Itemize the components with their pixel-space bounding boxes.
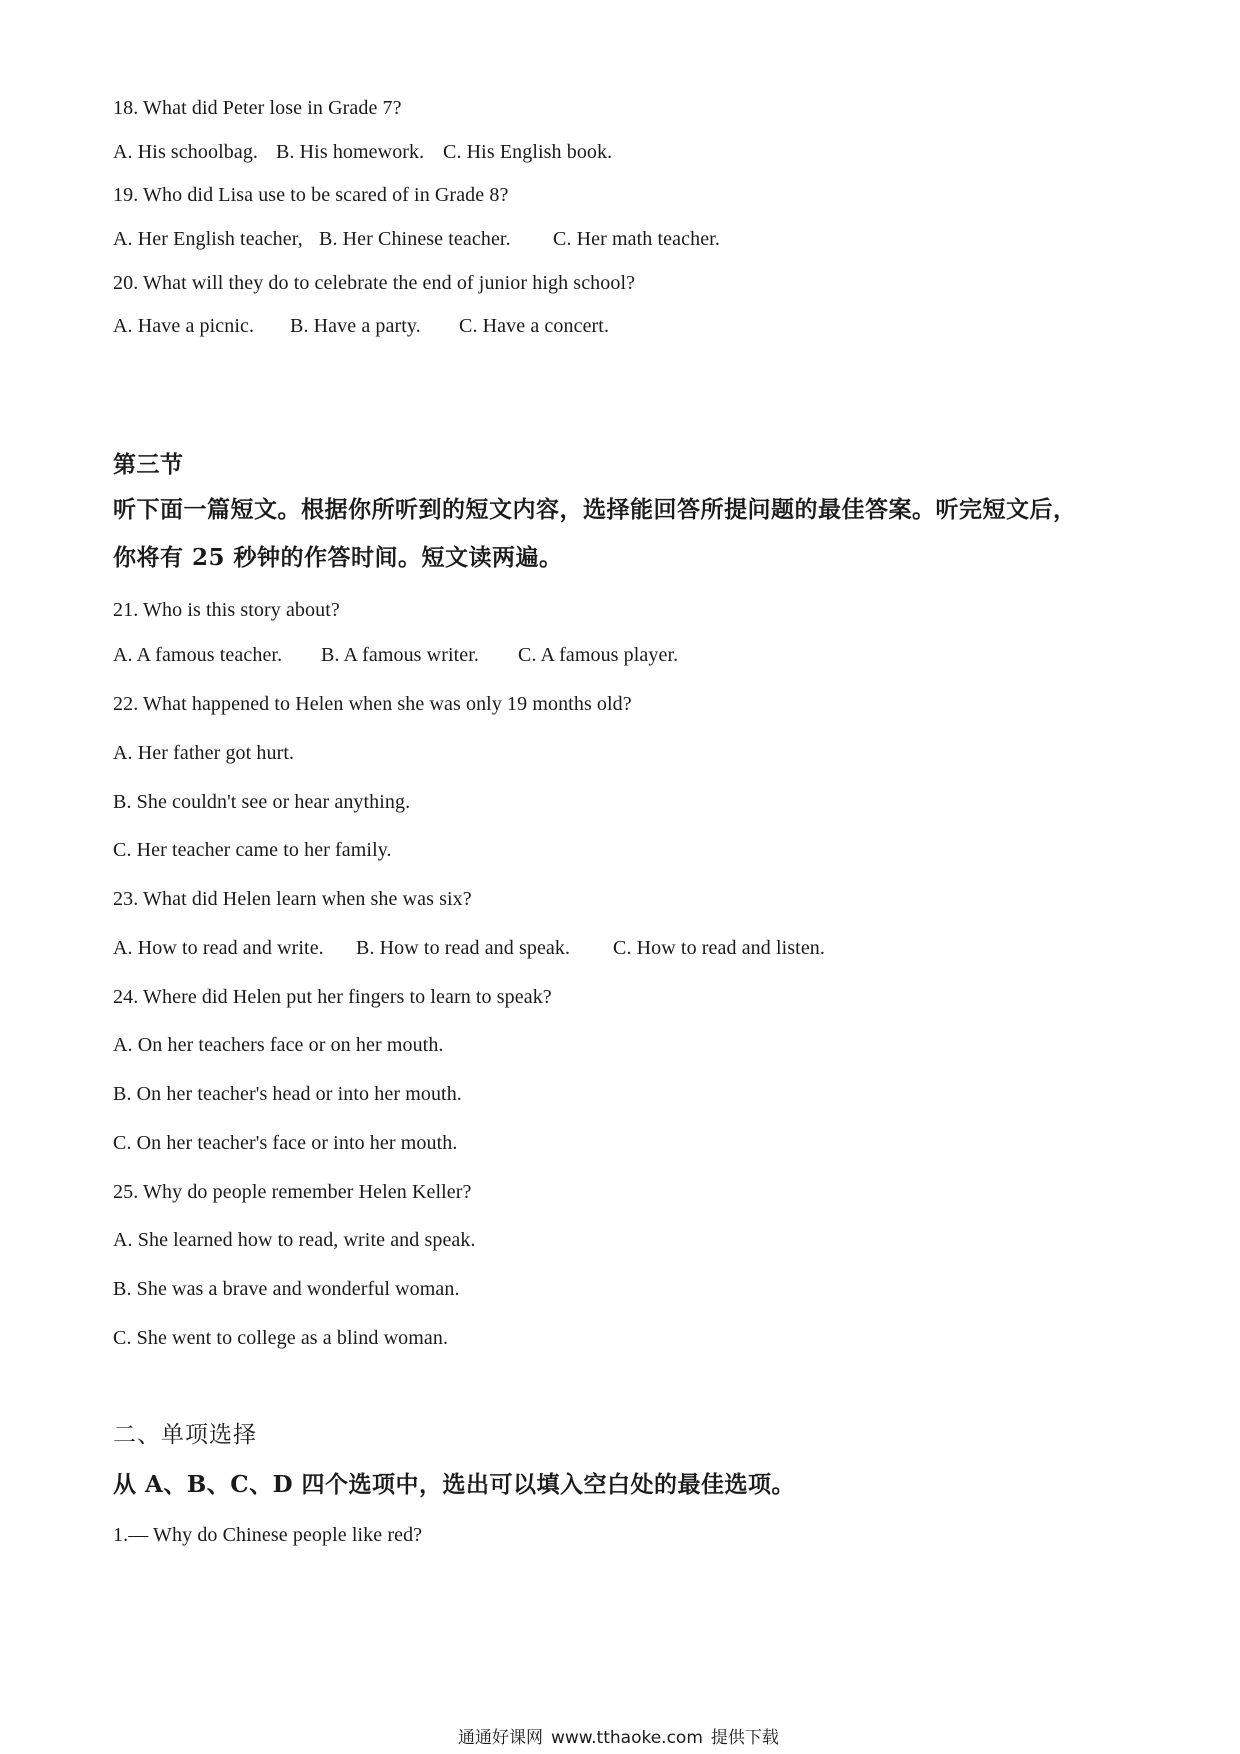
question-25: 25. Why do people remember Helen Keller?: [113, 1181, 472, 1203]
question-23: 23. What did Helen learn when she was six?: [113, 888, 472, 910]
section-3-instruction-line-1: 听下面一篇短文。根据你所听到的短文内容，选择能回答所提问题的最佳答案。听完短文后，: [113, 496, 1077, 523]
option-a: A. How to read and write.: [113, 937, 324, 959]
question-21-options: [113, 643, 678, 667]
part-2-instruction: 从 A、B、C、D 四个选项中，选出可以填入空白处的最佳选项。: [113, 1471, 796, 1498]
question-23-options: [113, 936, 825, 960]
question-19-options: [113, 227, 720, 251]
option-a: A. His schoolbag.: [113, 141, 259, 163]
page-footer: [458, 1728, 787, 1748]
question-22-option-b: B. She couldn't see or hear anything.: [113, 791, 411, 813]
question-22-option-a: A. Her father got hurt.: [113, 742, 295, 764]
option-c: C. Her math teacher.: [553, 228, 720, 250]
part-2-question-1: 1.— Why do Chinese people like red?: [113, 1524, 423, 1546]
option-a: A. A famous teacher.: [113, 644, 283, 666]
question-21: 21. Who is this story about?: [113, 599, 340, 621]
option-b: B. Have a party.: [290, 315, 421, 337]
question-25-option-a: A. She learned how to read, write and speak.: [113, 1229, 476, 1251]
option-c: C. His English book.: [443, 141, 613, 163]
question-19: 19. Who did Lisa use to be scared of in Grade 8?: [113, 184, 509, 206]
footer-suffix: 提供下载: [710, 1728, 779, 1748]
question-22-option-c: C. Her teacher came to her family.: [113, 839, 392, 861]
question-24-option-c: C. On her teacher's face or into her mouth.: [113, 1132, 458, 1154]
option-b: B. A famous writer.: [321, 644, 480, 666]
question-24: 24. Where did Helen put her fingers to learn to speak?: [113, 986, 552, 1008]
question-24-option-b: B. On her teacher's head or into her mouth.: [113, 1083, 462, 1105]
option-a: A. Have a picnic.: [113, 315, 255, 337]
option-c: C. How to read and listen.: [613, 937, 826, 959]
option-c: C. Have a concert.: [459, 315, 610, 337]
section-3-title: 第三节: [113, 451, 184, 478]
part-2-title: 二、单项选择: [113, 1422, 257, 1448]
option-b: B. How to read and speak.: [356, 937, 571, 959]
section-3-instruction-line-2: 你将有 25 秒钟的作答时间。短文读两遍。: [113, 544, 563, 571]
option-b: B. His homework.: [276, 141, 425, 163]
option-b: B. Her Chinese teacher.: [319, 228, 511, 250]
question-25-option-b: B. She was a brave and wonderful woman.: [113, 1278, 460, 1300]
footer-url: www.tthaoke.com: [551, 1728, 703, 1748]
question-18-options: [113, 140, 612, 164]
option-c: C. A famous player.: [518, 644, 679, 666]
footer-site-name: 通通好课网: [458, 1728, 543, 1748]
question-18: 18. What did Peter lose in Grade 7?: [113, 97, 402, 119]
question-24-option-a: A. On her teachers face or on her mouth.: [113, 1034, 444, 1056]
option-a: A. Her English teacher,: [113, 228, 303, 250]
question-22: 22. What happened to Helen when she was only 19 months old?: [113, 693, 632, 715]
question-25-option-c: C. She went to college as a blind woman.: [113, 1327, 449, 1349]
question-20-options: [113, 314, 609, 338]
question-20: 20. What will they do to celebrate the end of junior high school?: [113, 272, 636, 294]
